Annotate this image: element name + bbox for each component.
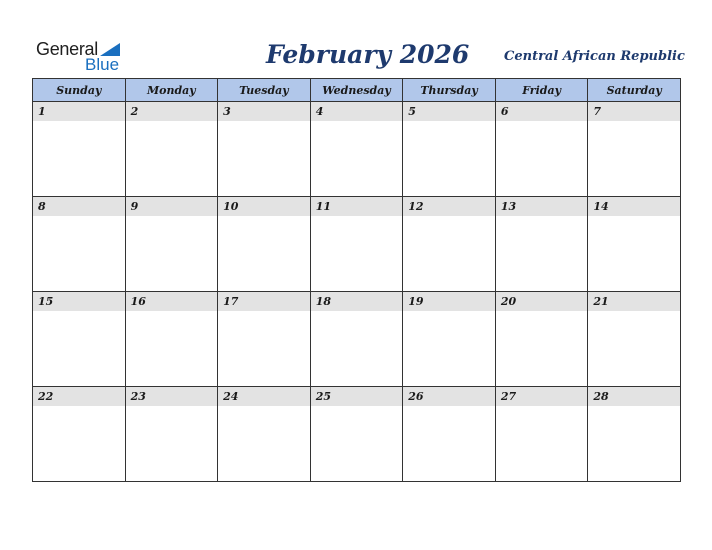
day-cell[interactable] (218, 102, 311, 197)
day-number: 8 (33, 197, 125, 216)
day-cell[interactable] (33, 387, 126, 482)
day-number: 12 (403, 197, 495, 216)
weekday-monday: Monday (125, 79, 218, 102)
day-cell[interactable] (403, 102, 496, 197)
day-cell[interactable] (125, 292, 218, 387)
day-number: 28 (588, 387, 680, 406)
day-cell[interactable] (495, 292, 588, 387)
day-cell[interactable] (588, 292, 681, 387)
day-cell[interactable] (588, 102, 681, 197)
week-row (33, 197, 681, 292)
day-cell[interactable] (310, 292, 403, 387)
day-number: 10 (218, 197, 310, 216)
weekday-wednesday: Wednesday (310, 79, 403, 102)
day-number: 25 (311, 387, 403, 406)
day-cell[interactable] (495, 102, 588, 197)
day-cell[interactable] (33, 292, 126, 387)
logo-general-text: General (36, 39, 98, 59)
day-cell[interactable] (403, 292, 496, 387)
day-number: 4 (311, 102, 403, 121)
day-cell[interactable] (310, 197, 403, 292)
day-number: 11 (311, 197, 403, 216)
day-cell[interactable] (588, 197, 681, 292)
day-cell[interactable] (125, 197, 218, 292)
day-cell[interactable] (310, 387, 403, 482)
day-cell[interactable] (588, 387, 681, 482)
day-number: 26 (403, 387, 495, 406)
day-cell[interactable] (403, 387, 496, 482)
day-number: 15 (33, 292, 125, 311)
week-row (33, 292, 681, 387)
day-number: 13 (496, 197, 588, 216)
day-number: 16 (126, 292, 218, 311)
weekday-saturday: Saturday (588, 79, 681, 102)
day-number: 5 (403, 102, 495, 121)
generalblue-logo (36, 39, 136, 75)
day-number: 22 (33, 387, 125, 406)
weekday-sunday: Sunday (33, 79, 126, 102)
country-name: Central African Republic (504, 49, 685, 64)
calendar-grid (32, 78, 681, 482)
day-number: 14 (588, 197, 680, 216)
day-cell[interactable] (125, 102, 218, 197)
day-cell[interactable] (125, 387, 218, 482)
day-number: 20 (496, 292, 588, 311)
day-number: 19 (403, 292, 495, 311)
weekday-tuesday: Tuesday (218, 79, 311, 102)
calendar-title: February 2026 (266, 40, 470, 69)
day-number: 17 (218, 292, 310, 311)
weekday-header-row (33, 79, 681, 102)
week-row (33, 102, 681, 197)
day-number: 23 (126, 387, 218, 406)
day-number: 6 (496, 102, 588, 121)
day-cell[interactable] (310, 102, 403, 197)
day-number: 9 (126, 197, 218, 216)
day-number: 21 (588, 292, 680, 311)
day-cell[interactable] (33, 197, 126, 292)
day-number: 1 (33, 102, 125, 121)
day-cell[interactable] (33, 102, 126, 197)
weekday-thursday: Thursday (403, 79, 496, 102)
day-cell[interactable] (403, 197, 496, 292)
day-number: 27 (496, 387, 588, 406)
weekday-friday: Friday (495, 79, 588, 102)
day-number: 24 (218, 387, 310, 406)
day-cell[interactable] (218, 292, 311, 387)
day-number: 18 (311, 292, 403, 311)
day-cell[interactable] (495, 387, 588, 482)
week-row (33, 387, 681, 482)
day-number: 2 (126, 102, 218, 121)
day-number: 7 (588, 102, 680, 121)
day-cell[interactable] (218, 197, 311, 292)
day-cell[interactable] (495, 197, 588, 292)
day-number: 3 (218, 102, 310, 121)
logo-blue-text: Blue (85, 55, 120, 74)
day-cell[interactable] (218, 387, 311, 482)
